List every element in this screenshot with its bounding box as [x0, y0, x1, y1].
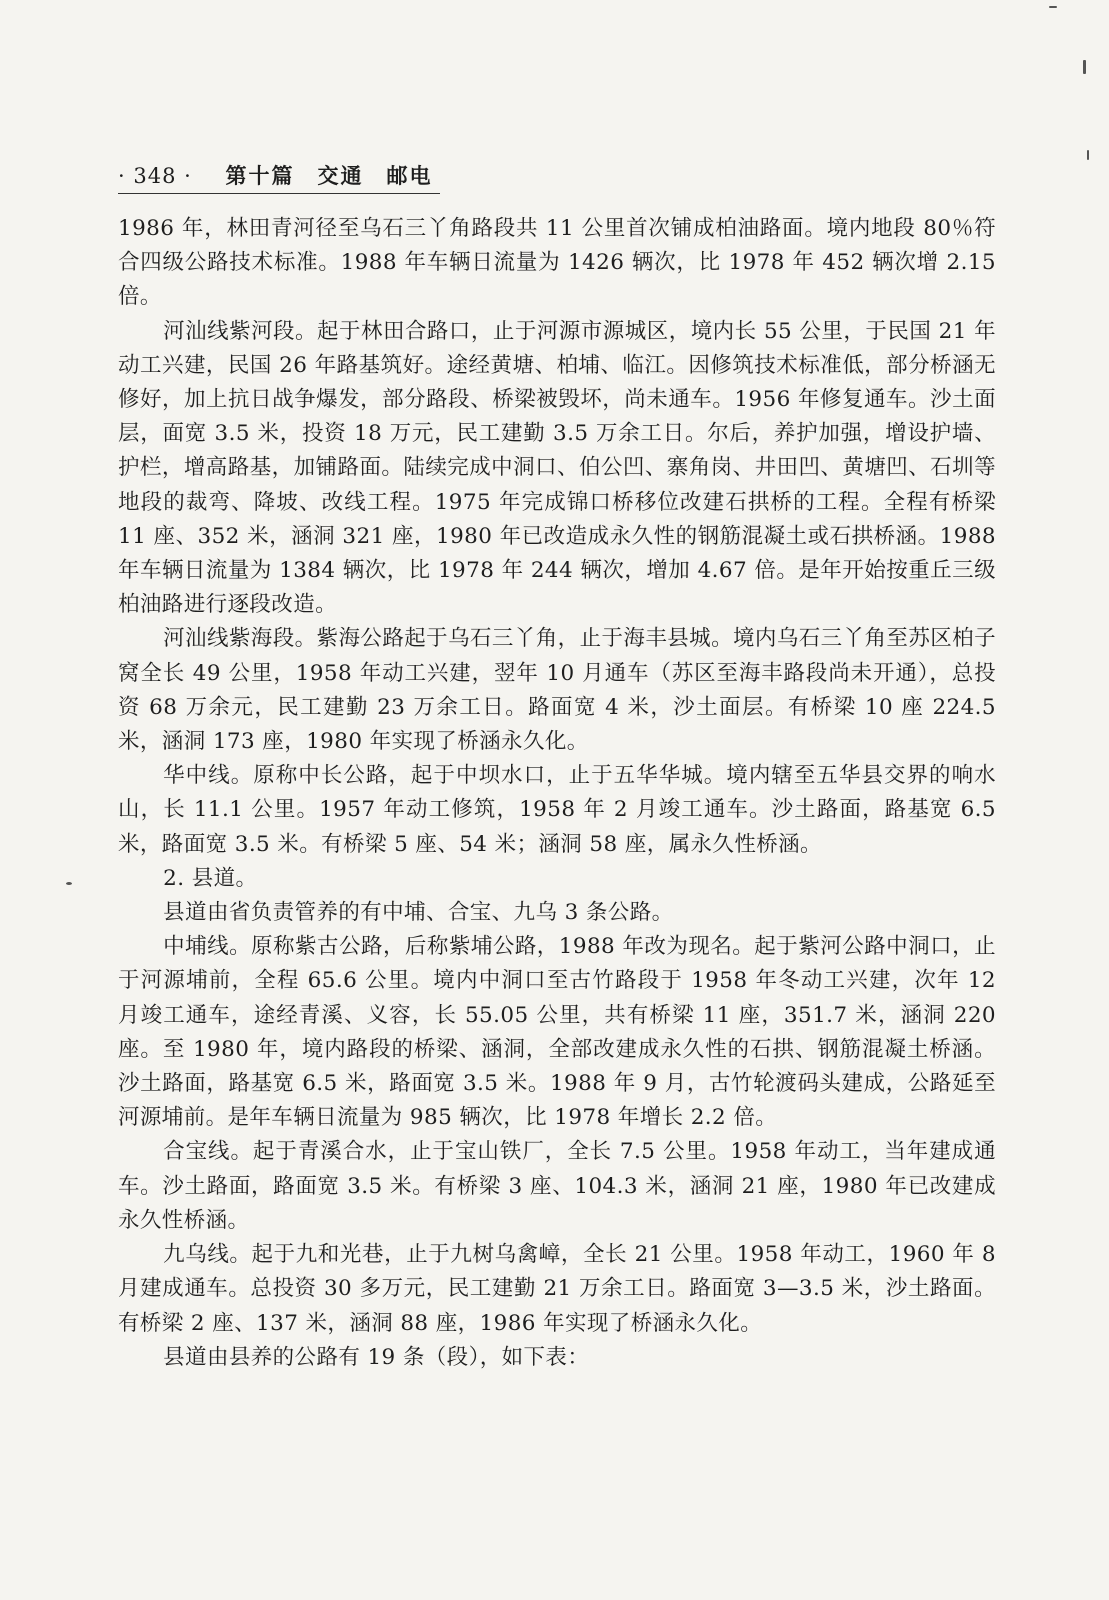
paragraph: 华中线。原称中长公路，起于中坝水口，止于五华华城。境内辖至五华县交界的响水山，长 11.1 公里。1957 年动工修筑，1958 年 2 月竣工通车。沙土路面，路基宽 6.5 米，路面宽 3.5 米。有桥梁 5 座、54 米；涵洞 58 座，属永久性桥涵。	[118, 763, 996, 857]
scan-speck	[1083, 60, 1086, 74]
paragraph: 河汕线紫海段。紫海公路起于乌石三丫角，止于海丰县城。境内乌石三丫角至苏区柏子窝全长 49 公里，1958 年动工兴建，翌年 10 月通车（苏区至海丰路段尚未开通），总投资 68 万余元，民工建勤 23 万余工日。路面宽 4 米，沙土面层。有桥梁 10 座 224.5 米，涵洞 173 座，1980 年实现了桥涵永久化。	[118, 626, 996, 755]
chapter-title: 第十篇 交通 邮电	[225, 164, 433, 188]
header-rule	[118, 193, 440, 194]
section-heading: 2. 县道。	[163, 865, 258, 891]
paragraph: 中埔线。原称紫古公路，后称紫埔公路，1988 年改为现名。起于紫河公路中洞口，止于河源埔前，全程 65.6 公里。境内中洞口至古竹路段于 1958 年冬动工兴建，次年 12 月竣工通车，途经青溪、义容，长 55.05 公里，共有桥梁 11 座，351.7 米，涵洞 220 座。至 1980 年，境内路段的桥梁、涵洞，全部改建成永久性的石拱、钢筋混凝土桥涵。沙土路面，路基宽 6.5 米，路面宽 3.5 米。1988 年 9 月，古竹轮渡码头建成，公路延至河源埔前。是年车辆日流量为 985 辆次，比 1978 年增长 2.2 倍。	[118, 934, 996, 1131]
paragraph: 河汕线紫河段。起于林田合路口，止于河源市源城区，境内长 55 公里，于民国 21 年动工兴建，民国 26 年路基筑好。途经黄塘、柏埔、临江。因修筑技术标准低，部分桥涵无修好，加上抗日战争爆发，部分路段、桥梁被毁坏，尚未通车。1956 年修复通车。沙土面层，面宽 3.5 米，投资 18 万元，民工建勤 3.5 万余工日。尔后，养护加强，增设护墙、护栏，增高路基，加铺路面。陆续完成中洞口、伯公凹、寨角岗、井田凹、黄塘凹、石圳等地段的裁弯、降坡、改线工程。1975 年完成锦口桥移位改建石拱桥的工程。全程有桥梁 11 座、352 米，涵洞 321 座，1980 年已改造成永久性的钢筋混凝土或石拱桥涵。1988 年车辆日流量为 1384 辆次，比 1978 年 244 辆次，增加 4.67 倍。是年开始按重丘三级柏油路进行逐段改造。	[118, 318, 996, 618]
scan-speck	[1049, 6, 1057, 8]
scan-speck	[66, 882, 72, 885]
scan-speck	[1087, 150, 1089, 160]
paragraph: 合宝线。起于青溪合水，止于宝山铁厂，全长 7.5 公里。1958 年动工，当年建成通车。沙土路面，路面宽 3.5 米。有桥梁 3 座、104.3 米，涵洞 21 座，1980 年已改建成永久性桥涵。	[118, 1139, 996, 1233]
page-header	[118, 160, 432, 190]
page-number: · 348 ·	[118, 164, 192, 188]
paragraph: 县道由县养的公路有 19 条（段），如下表：	[163, 1344, 590, 1370]
paragraph: 1986 年，林田青河径至乌石三丫角路段共 11 公里首次铺成柏油路面。境内地段 80％符合四级公路技术标准。1988 年车辆日流量为 1426 辆次，比 1978 年 452 辆次增 2.15 倍。	[118, 216, 996, 310]
paragraph: 九乌线。起于九和光巷，止于九树乌禽嶂，全长 21 公里。1958 年动工，1960 年 8 月建成通车。总投资 30 多万元，民工建勤 21 万余工日。路面宽 3—3.5 米，沙土路面。有桥梁 2 座、137 米，涵洞 88 座，1986 年实现了桥涵永久化。	[118, 1242, 996, 1336]
paragraph: 县道由省负责管养的有中埔、合宝、九乌 3 条公路。	[163, 900, 674, 926]
body-text	[118, 212, 996, 1375]
